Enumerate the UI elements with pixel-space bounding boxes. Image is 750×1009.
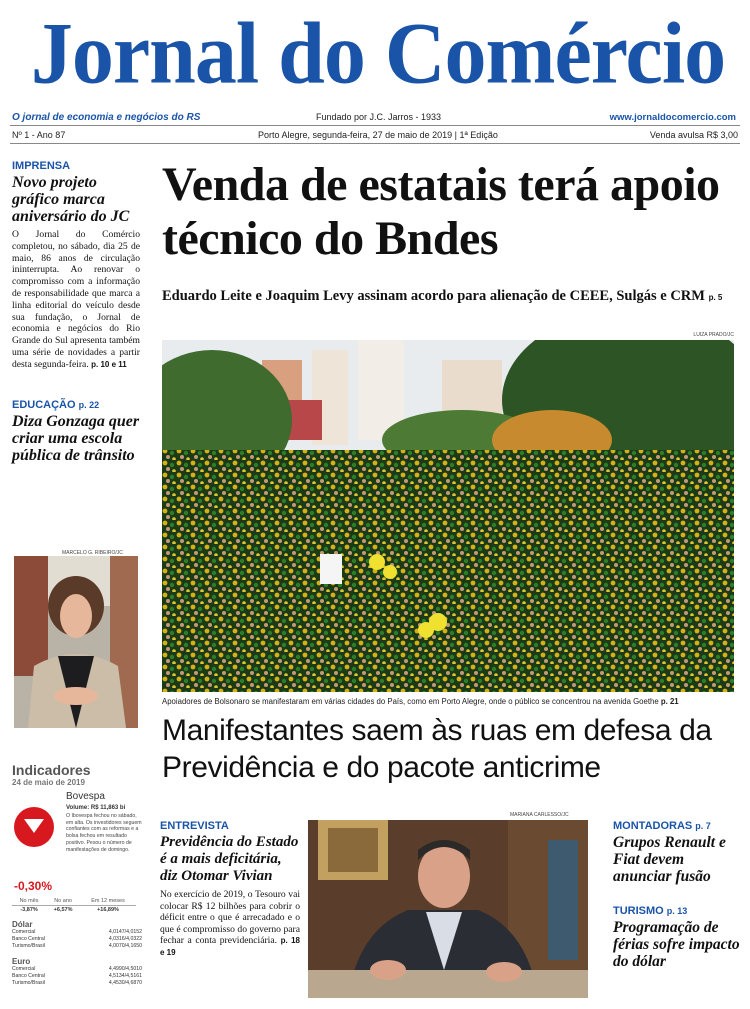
photo-credit: MARCELO G. RIBEIRO/JC xyxy=(62,550,123,556)
newspaper-title[interactable]: Jornal do Comércio xyxy=(30,4,726,103)
section-label: TURISMO p. 13 xyxy=(613,905,688,917)
bovespa-block xyxy=(12,791,142,891)
story-headline[interactable]: Previdência do Estado é a mais deficitária, diz Otomar Vivian xyxy=(160,834,299,884)
bovespa-text: O Ibovespa fechou no sábado, em alta. Os investidores seguem confiantes com as reformas e a bolsa fechou em resultado positivo. Pesou o número de manifestações de domingo. xyxy=(66,813,142,853)
main-headline[interactable]: Venda de estatais terá apoio técnico do Bndes xyxy=(162,158,720,265)
photo-credit: MARIANA CARLESSO/JC xyxy=(510,812,569,818)
secondary-headline[interactable]: Manifestantes saem às ruas em defesa da Previdência e do pacote anticrime xyxy=(162,714,712,784)
left-sidebar xyxy=(12,160,140,464)
bovespa-table: No mês No ano Em 12 meses -3,87% +6,57% +16,89% xyxy=(12,897,136,914)
currency-row: Turismo/Brasil 4,0070/4,1650 xyxy=(12,943,142,950)
founded-line: Fundado por J.C. Jarros - 1933 xyxy=(316,112,442,122)
story-imprensa[interactable] xyxy=(12,160,140,371)
indicators-date: 24 de maio de 2019 xyxy=(12,778,85,787)
section-label: MONTADORAS p. 7 xyxy=(613,820,711,832)
interview-photo[interactable] xyxy=(308,820,588,998)
dolar-title: Dólar xyxy=(12,920,33,929)
story-body: No exercício de 2019, o Tesouro vai colocar R$ 12 bilhões para cobrir o déficit entre o que é arrecadado e o que é compromisso do governo para fechar a conta previdenciária. p. 18 e 19 xyxy=(160,889,301,957)
tagline: O jornal de economia e negócios do RS xyxy=(12,112,201,123)
section-label: IMPRENSA xyxy=(12,160,71,172)
photo-credit: LUIZA PRADO/JC xyxy=(693,332,734,338)
section-label: ENTREVISTA xyxy=(160,820,229,832)
price: Venda avulsa R$ 3,00 xyxy=(649,130,738,140)
story-turismo[interactable] xyxy=(613,905,741,970)
website-link[interactable]: www.jornaldocomercio.com xyxy=(609,112,736,123)
masthead xyxy=(0,0,750,110)
market-indicators xyxy=(12,762,142,987)
indicators-title: Indicadores xyxy=(12,762,91,778)
right-column xyxy=(613,820,741,970)
story-headline[interactable]: Novo projeto gráfico marca aniversário do JC xyxy=(12,174,130,225)
bovespa-name: Bovespa xyxy=(66,791,105,802)
divider xyxy=(10,125,740,126)
story-montadoras[interactable] xyxy=(613,820,741,885)
story-body: O Jornal do Comércio completou, no sábado, dia 25 de maio, 86 anos de circulação ininterrupta. Ao renovar o compromisso com a informação de responsabilidade que marca a linha editorial do veículo desde sua fundação, o Jornal de economia e negócios do Rio Grande do Sul apresenta também uma série de novidades a partir desta segunda-feira. p. 10 e 11 xyxy=(12,229,140,370)
currency-row: Banco Central 4,5134/4,5161 xyxy=(12,972,142,979)
currency-row: Comercial 4,4990/4,5010 xyxy=(12,965,142,972)
section-label: EDUCAÇÃO p. 22 xyxy=(12,398,100,411)
main-subhead: Eduardo Leite e Joaquim Levy assinam acordo para alienação de CEEE, Sulgás e CRM p. 5 xyxy=(162,288,723,304)
story-headline[interactable]: Grupos Renault e Fiat devem anunciar fusão xyxy=(613,834,726,885)
story-educacao[interactable] xyxy=(12,399,140,464)
currency-row: Banco Central 4,0316/4,0322 xyxy=(12,936,142,943)
currency-row: Turismo/Brasil 4,4530/4,6870 xyxy=(12,980,142,987)
photo-caption: Apoiadores de Bolsonaro se manifestaram em várias cidades do País, como em Porto Alegre, onde o público se concentrou na avenida Goethe p. 21 xyxy=(162,697,679,706)
bovespa-volume: Volume: R$ 11,863 bi xyxy=(66,805,126,811)
protest-photo[interactable] xyxy=(162,340,734,692)
portrait-photo[interactable] xyxy=(14,556,138,728)
issue-number: Nº 1 - Ano 87 xyxy=(12,130,66,140)
story-headline[interactable]: Programação de férias sofre impacto do dólar xyxy=(613,919,740,970)
edition-date: Porto Alegre, segunda-feira, 27 de maio de 2019 | 1ª Edição xyxy=(258,130,498,140)
euro-title: Euro xyxy=(12,956,31,966)
currency-row: Comercial 4,0147/4,0152 xyxy=(12,929,142,935)
down-arrow-icon xyxy=(14,807,54,847)
story-entrevista[interactable] xyxy=(160,820,300,959)
bovespa-change: -0,30% xyxy=(14,879,53,893)
story-headline[interactable]: Diza Gonzaga quer criar uma escola pública de trânsito xyxy=(12,412,140,464)
divider xyxy=(10,143,740,144)
